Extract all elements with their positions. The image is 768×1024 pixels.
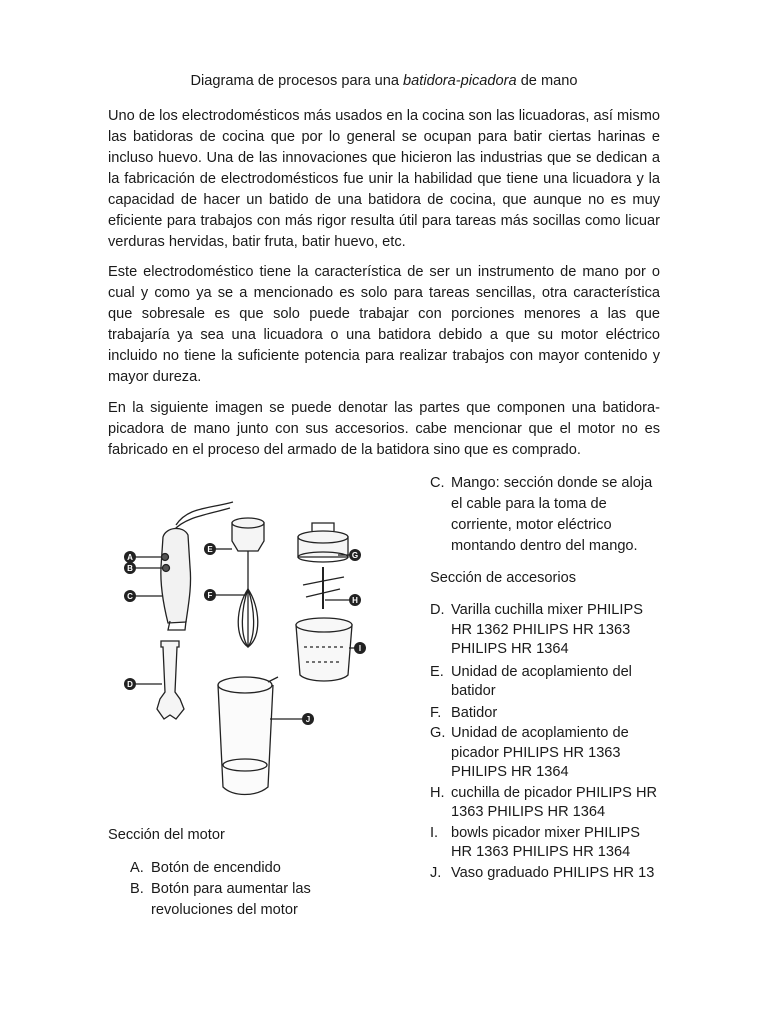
label-C <box>124 590 136 602</box>
list-item-text: Batidor <box>451 704 498 721</box>
svg-text:C: C <box>127 592 133 601</box>
svg-text:F: F <box>207 591 213 600</box>
title-suffix: de mano <box>516 73 578 89</box>
label-B <box>124 562 136 574</box>
list-marker: D. <box>430 602 445 618</box>
list-item-text: cuchilla de picador PHILIPS HR 1363 PHILIPS HR 1364 <box>451 784 658 820</box>
list-item <box>430 864 662 884</box>
svg-text:J: J <box>305 715 311 724</box>
list-item <box>430 601 662 660</box>
intro-paragraph: Uno de los electrodomésticos más usados en la cocina son las licuadoras, así mismo las batidoras de cocina que por lo general se ocupan para batir ciertas harinas e incluso huevo. Una de las innovaciones que hicieron las industrias que se dedican a la fabricación de electrodomésticos fue unir la habilidad que tiene una licuadora y la capacidad de hacer un batido de una batidora de cocina, que aunque no es muy eficiente para trabajos con más rigor resulta útil para tareas más socillas como licuar verduras hervidas, batir fruta, batir huevo, etc. <box>108 108 660 250</box>
document-title <box>0 72 768 90</box>
label-F <box>204 589 216 601</box>
list-marker: G. <box>430 725 446 741</box>
list-marker: C. <box>430 475 445 491</box>
label-E <box>204 543 216 555</box>
list-item-text: Unidad de acoplamiento del batidor <box>451 663 632 699</box>
accessories-heading: Sección de accesorios <box>430 570 577 586</box>
list-marker: J. <box>430 864 442 881</box>
blender-parts-figure <box>108 497 400 815</box>
list-item <box>430 704 662 724</box>
accessories-list <box>430 601 662 883</box>
label-H <box>349 594 361 606</box>
list-item-text: Vaso graduado PHILIPS HR 13 <box>451 864 655 881</box>
list-marker: E. <box>430 663 444 680</box>
list-marker: B. <box>130 881 144 897</box>
motor-section-heading: Sección del motor <box>108 827 225 843</box>
svg-text:D: D <box>127 680 133 689</box>
list-item <box>430 663 662 702</box>
list-item-text: Botón para aumentar las revoluciones del motor <box>151 881 311 918</box>
list-item-text: Varilla cuchilla mixer PHILIPS HR 1362 PHILIPS HR 1363 PHILIPS HR 1364 <box>451 602 643 657</box>
label-A <box>124 551 136 563</box>
list-marker: A. <box>130 860 144 876</box>
svg-text:E: E <box>207 545 213 554</box>
list-item <box>130 879 330 921</box>
svg-text:A: A <box>127 553 133 562</box>
blender-parts-illustration <box>108 497 400 815</box>
list-item-text: Botón de encendido <box>151 860 281 876</box>
mango-list <box>430 473 662 557</box>
list-item <box>430 784 662 823</box>
list-item-text: Unidad de acoplamiento de picador PHILIPS HR 1363 PHILIPS HR 1364 <box>451 725 629 780</box>
list-item <box>430 824 662 863</box>
label-D <box>124 678 136 690</box>
svg-text:G: G <box>351 551 359 560</box>
title-italic: batidora-picadora <box>403 73 517 89</box>
list-item <box>430 724 662 783</box>
svg-text:B: B <box>127 564 133 573</box>
label-G <box>349 549 361 561</box>
description-paragraph: Este electrodoméstico tiene la característica de ser un instrumento de mano por o cual y como ya se a mencionado es solo para tareas sencillas, otra característica que sobresale es que solo puede trabajar con porciones menores a las que trabajaría ya sea una licuadora o una batidora debido a que su motor eléctrico incluido no tiene la suficiente potencia para realizar trabajos con mayor contenido y mayor dureza. <box>108 264 660 385</box>
list-marker: H. <box>430 784 445 801</box>
svg-text:H: H <box>352 596 358 605</box>
svg-text:I: I <box>358 644 362 653</box>
label-J <box>302 713 314 725</box>
list-item <box>430 473 662 557</box>
label-I <box>354 642 366 654</box>
motor-parts-list <box>130 858 330 921</box>
list-item <box>130 858 330 879</box>
parts-paragraph: En la siguiente imagen se puede denotar las partes que componen una batidora-picadora de mano junto con sus accesorios. cabe mencionar que el motor no es fabricado en el proceso del armado de la batidora sino que es comprado. <box>108 400 660 458</box>
list-marker: F. <box>430 704 442 721</box>
list-item-text: Mango: sección donde se aloja el cable para la toma de corriente, motor eléctrico montando dentro del mango. <box>451 475 653 554</box>
list-marker: I. <box>430 824 439 841</box>
title-prefix: Diagrama de procesos para una <box>190 73 404 89</box>
list-item-text: bowls picador mixer PHILIPS HR 1363 PHILIPS HR 1364 <box>451 824 640 860</box>
